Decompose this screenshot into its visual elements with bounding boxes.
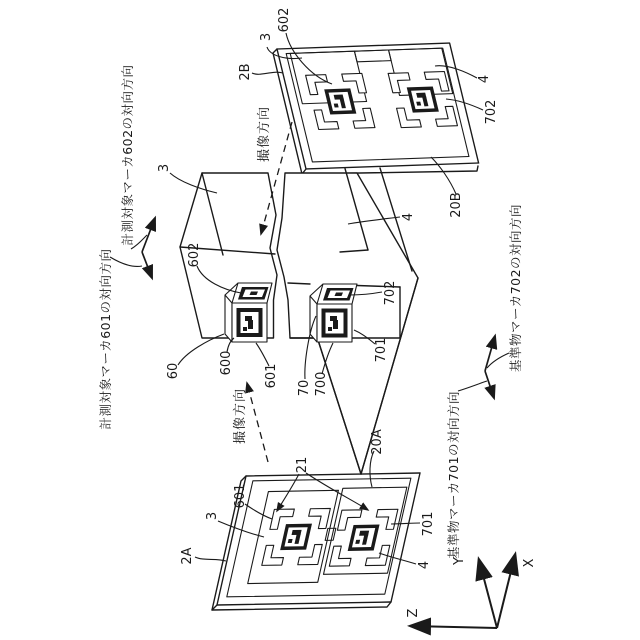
imaging-direction-arrow-bottom xyxy=(247,383,268,462)
ref-2b: 2B xyxy=(238,63,253,81)
ref-4-plate-a: 4 xyxy=(417,560,432,570)
label-imaging-direction-bottom: 撮像方向 xyxy=(233,387,248,445)
ref-3-box: 3 xyxy=(157,163,172,173)
plate-2b xyxy=(277,43,479,169)
z-axis xyxy=(411,626,497,628)
ref-60: 60 xyxy=(166,362,181,380)
facing-direction-arrow-left xyxy=(142,218,155,278)
ref-20a: 20A xyxy=(370,429,385,455)
label-facing-direction-702: 基準物マーカ702の対向方向 xyxy=(508,203,523,373)
axis-label-y: Y xyxy=(452,557,467,565)
ref-601-plate-a: 601 xyxy=(233,483,248,509)
ref-600: 600 xyxy=(219,350,234,376)
label-imaging-direction-top: 撮像方向 xyxy=(257,105,272,163)
ref-701-cube: 701 xyxy=(374,337,389,363)
x-axis xyxy=(497,555,515,628)
ref-70: 70 xyxy=(297,379,312,397)
ref-701-plate-a: 701 xyxy=(421,511,436,537)
ref-702-plate-b: 702 xyxy=(484,99,499,125)
ref-602-cube: 602 xyxy=(187,242,202,268)
ref-2a: 2A xyxy=(180,547,195,565)
ref-702-cube: 702 xyxy=(383,280,398,306)
label-facing-direction-602: 計測対象マーカ602の対向方向 xyxy=(120,64,135,246)
ref-602-plate-b: 602 xyxy=(277,7,292,33)
ref-700: 700 xyxy=(314,371,329,397)
axis-label-x: X xyxy=(522,558,537,568)
y-axis xyxy=(479,560,497,628)
marker-601-front-face xyxy=(237,308,263,337)
ref-3-plate-b: 3 xyxy=(259,32,274,42)
label-facing-direction-601: 計測対象マーカ601の対向方向 xyxy=(98,248,113,430)
ref-4-box: 4 xyxy=(401,212,416,222)
label-facing-direction-701: 基準物マーカ701の対向方向 xyxy=(446,390,461,560)
facing-direction-arrow-right xyxy=(485,336,495,398)
ref-3-plate-a: 3 xyxy=(205,511,220,521)
ref-21: 21 xyxy=(295,456,310,474)
axis-label-z: Z xyxy=(406,608,421,618)
marker-701-front-face xyxy=(322,309,348,338)
ref-4-plate-b: 4 xyxy=(477,74,492,84)
ref-601-cube: 601 xyxy=(264,363,279,389)
ref-20b: 20B xyxy=(449,192,464,218)
